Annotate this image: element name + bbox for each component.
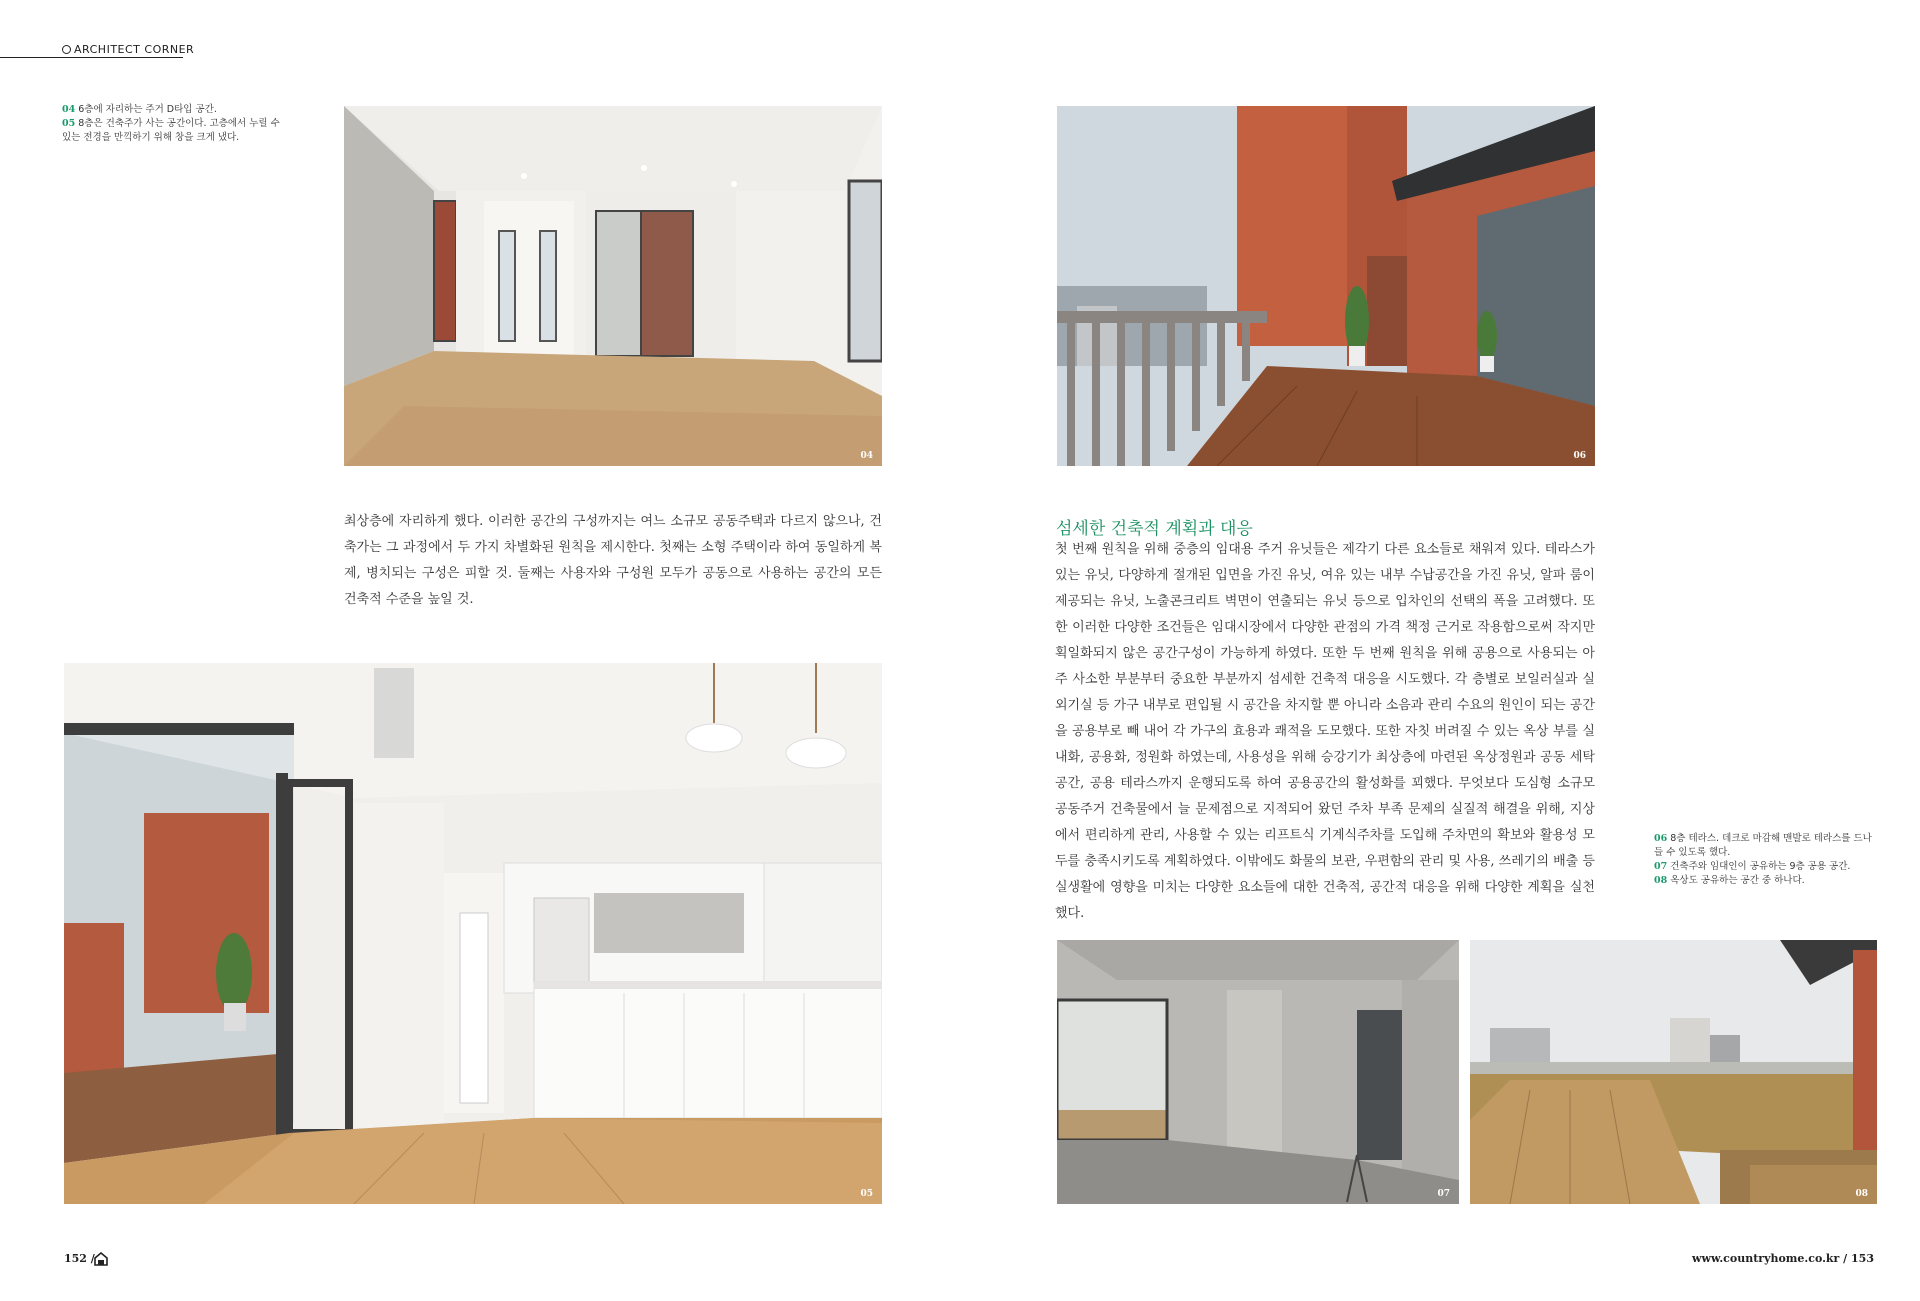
caption-text: 건축주와 임대인이 공유하는 9층 공용 공간. xyxy=(1667,861,1851,872)
right-folio: www.countryhome.co.kr / 153 xyxy=(1692,1252,1874,1265)
photo-number: 08 xyxy=(1855,1189,1868,1199)
right-captions xyxy=(1654,832,1878,888)
photo-07 xyxy=(1057,940,1459,1204)
photo-07-image xyxy=(1057,940,1459,1204)
caption-text: 옥상도 공유하는 공간 중 하나다. xyxy=(1667,875,1805,886)
caption-text: 6층에 자리하는 주거 D타입 공간. xyxy=(75,104,217,115)
caption-number: 06 xyxy=(1654,833,1668,844)
photo-06 xyxy=(1057,106,1595,466)
caption-07 xyxy=(1654,860,1878,874)
photo-04-image xyxy=(344,106,882,466)
photo-05 xyxy=(64,663,882,1204)
left-body-text: 최상층에 자리하게 했다. 이러한 공간의 구성까지는 여느 소규모 공동주택과 다르지 않으나, 건축가는 그 과정에서 두 가지 차별화된 원칙을 제시한다. 첫째는 소형 주택이라 하여 동일하게 복제, 병치되는 구성은 피할 것. 둘째는 사용자와 구성원 모두가 공동으로 사용하는 공간의 모든 건축적 수준을 높일 것. xyxy=(344,514,882,607)
caption-number: 08 xyxy=(1654,875,1668,886)
photo-number: 07 xyxy=(1437,1189,1450,1199)
left-captions xyxy=(62,103,286,145)
section-heading: 섬세한 건축적 계획과 대응 xyxy=(1056,519,1253,539)
caption-06 xyxy=(1654,832,1878,860)
left-folio: 152 / xyxy=(64,1252,95,1265)
photo-08 xyxy=(1470,940,1877,1204)
section-label xyxy=(62,43,194,56)
photo-number: 05 xyxy=(860,1189,873,1199)
caption-number: 05 xyxy=(62,118,76,129)
caption-05 xyxy=(62,117,286,145)
circle-icon xyxy=(62,45,71,54)
caption-number: 04 xyxy=(62,104,76,115)
caption-08 xyxy=(1654,874,1878,888)
photo-number: 04 xyxy=(860,451,873,461)
header-rule xyxy=(0,57,183,58)
photo-08-image xyxy=(1470,940,1877,1204)
photo-05-image xyxy=(64,663,882,1204)
section-label-text: ARCHITECT CORNER xyxy=(74,43,195,56)
home-icon xyxy=(94,1252,108,1266)
caption-number: 07 xyxy=(1654,861,1668,872)
caption-text: 8층은 건축주가 사는 공간이다. 고층에서 누릴 수 있는 전경을 만끽하기 위해 창을 크게 냈다. xyxy=(62,118,280,143)
right-body-text: 첫 번째 원칙을 위해 중층의 임대용 주거 유닛들은 제각기 다른 요소들로 채워져 있다. 테라스가 있는 유닛, 다양하게 절개된 입면을 가진 유닛, 여유 있는 내부 수납공간을 가진 유닛, 알파 룸이 제공되는 유닛, 노출콘크리트 벽면이 연출되는 유닛 등으로 입차인의 선택의 폭을 고려했다. 또한 이러한 다양한 조건들은 임대시장에서 다양한 관점의 가격 책정 근거로 작용함으로써 작지만 획일화되지 않은 공간구성이 가능하게 하였다. 또한 두 번째 원칙을 위해 공용으로 사용되는 아주 사소한 부분부터 중요한 부분까지 섬세한 건축적 대응을 시도했다. 각 층별로 보일러실과 실외기실 등 가구 내부로 편입될 시 공간을 차지할 뿐 아니라 소음과 관리 수요의 원인이 되는 공간을 공용부로 빼 내어 각 가구의 효용과 쾌적을 도모했다. 또한 자칫 버려질 수 있는 옥상 부를 실내화, 공용화, 정원화 하였는데, 사용성을 위해 승강기가 최상층에 마련된 옥상정원과 공동 세탁공간, 공용 테라스까지 운행되도록 하여 공용공간의 활성화를 꾀했다. 무엇보다 도심형 소규모 공동주거 건축물에서 늘 문제점으로 지적되어 왔던 주차 부족 문제의 실질적 해결을 위해, 지상에서 편리하게 관리, 사용할 수 있는 리프트식 기계식주차를 도입해 주차면의 확보와 활용성 모두를 충족시키도록 계획하였다. 이밖에도 화물의 보관, 우편함의 관리 및 사용, 쓰레기의 배출 등 실생활에 영향을 미치는 다양한 요소들에 대한 건축적, 공간적 대응을 위해 다양한 계획을 실천했다. xyxy=(1055,542,1595,921)
photo-04 xyxy=(344,106,882,466)
caption-text: 8층 테라스. 데크로 마감해 맨발로 테라스를 드나들 수 있도록 했다. xyxy=(1654,833,1872,858)
caption-04 xyxy=(62,103,286,117)
photo-number: 06 xyxy=(1573,451,1586,461)
photo-06-image xyxy=(1057,106,1595,466)
